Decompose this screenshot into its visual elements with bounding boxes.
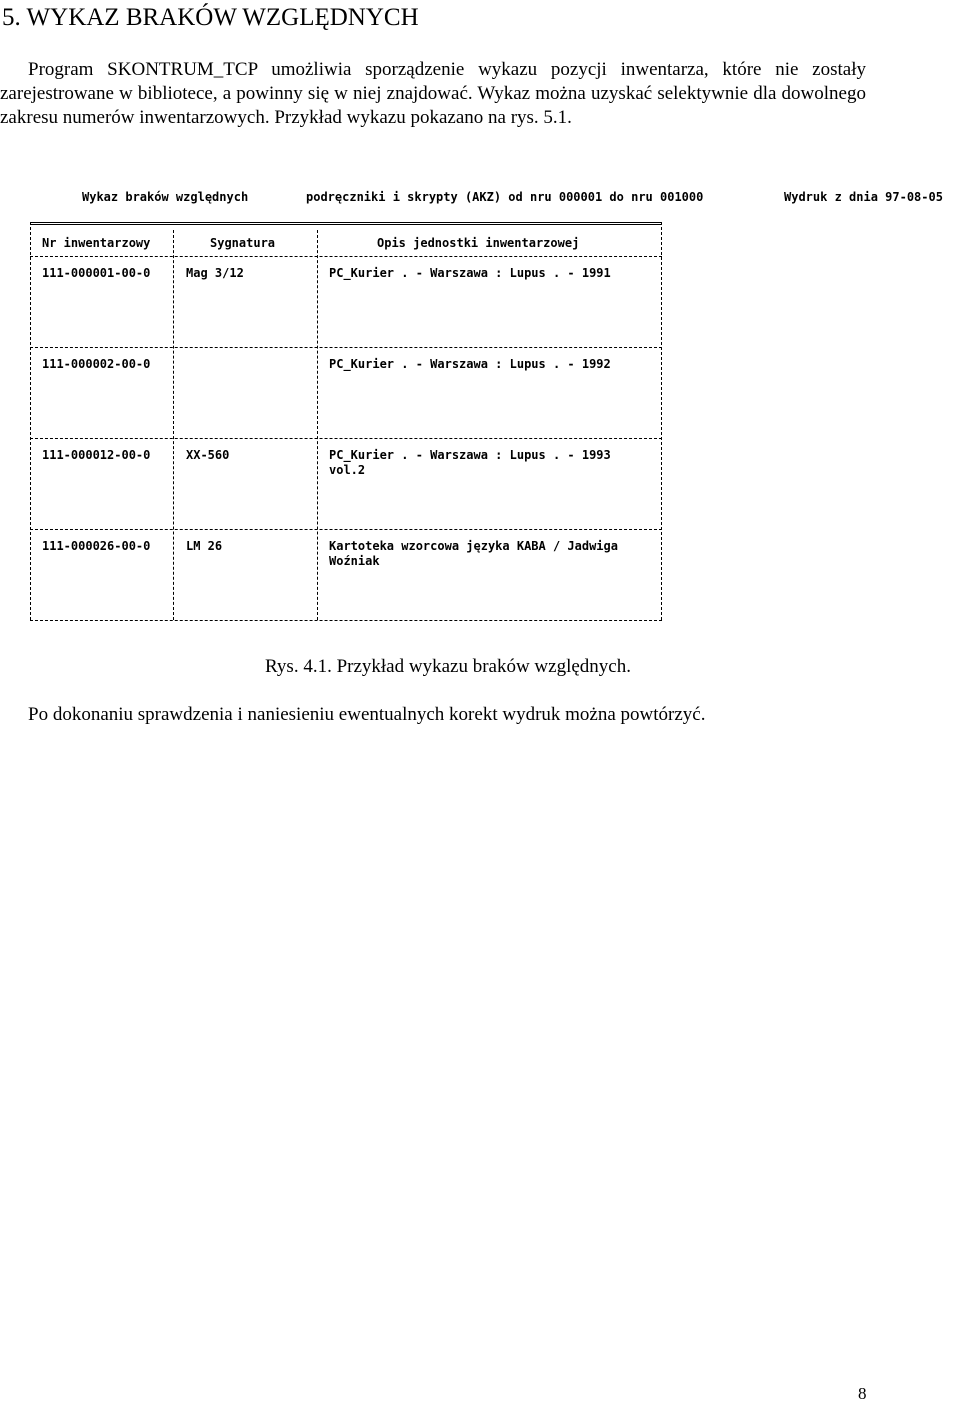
- column-border: [30, 222, 31, 620]
- row-signature: LM 26: [186, 539, 223, 553]
- column-border: [317, 230, 318, 620]
- row-signature: Mag 3/12: [186, 266, 244, 280]
- row-number: 111-000026-00-0: [42, 539, 151, 553]
- row-divider: [30, 529, 662, 530]
- row-number: 111-000001-00-0: [42, 266, 151, 280]
- row-description: PC_Kurier . - Warszawa : Lupus . - 1993: [329, 448, 611, 462]
- row-description: PC_Kurier . - Warszawa : Lupus . - 1991: [329, 266, 611, 280]
- column-border: [661, 222, 662, 620]
- table-bottom-border: [30, 620, 662, 621]
- row-number: 111-000012-00-0: [42, 448, 151, 462]
- report-print-date: Wydruk z dnia 97-08-05: [784, 190, 943, 204]
- column-header-description: Opis jednostki inwentarzowej: [377, 236, 580, 250]
- row-divider: [30, 347, 662, 348]
- page-number: 8: [858, 1384, 867, 1403]
- section-heading: 5. WYKAZ BRAKÓW WZGLĘDNYCH: [2, 4, 419, 31]
- column-header-signature: Sygnatura: [210, 236, 276, 250]
- row-divider: [30, 438, 662, 439]
- row-signature: XX-560: [186, 448, 230, 462]
- column-border: [173, 230, 174, 620]
- report-title: Wykaz braków względnych: [82, 190, 249, 204]
- row-number: 111-000002-00-0: [42, 357, 151, 371]
- row-description: Kartoteka wzorcowa języka KABA / Jadwiga: [329, 539, 618, 553]
- row-description-continued: vol.2: [329, 463, 366, 477]
- header-divider: [30, 256, 662, 257]
- row-description: PC_Kurier . - Warszawa : Lupus . - 1992: [329, 357, 611, 371]
- report-range: podręczniki i skrypty (AKZ) od nru 000001 do nru 001000: [306, 190, 704, 204]
- figure-caption: Rys. 4.1. Przykład wykazu braków względnych.: [265, 656, 631, 677]
- row-description-continued: Woźniak: [329, 554, 380, 568]
- intro-paragraph: Program SKONTRUM_TCP umożliwia sporządzenie wykazu pozycji inwentarza, które nie zostały zarejestrowane w bibliotece, a powinny się w niej znajdować. Wykaz można uzyskać selektywnie dla dowolnego zakresu numerów inwentarzowych. Przykład wykazu pokazano na rys. 5.1.: [0, 59, 866, 128]
- column-header-number: Nr inwentarzowy: [42, 236, 151, 250]
- table-top-border: [30, 222, 662, 225]
- closing-paragraph: Po dokonaniu sprawdzenia i naniesieniu ewentualnych korekt wydruk można powtórzyć.: [28, 704, 706, 725]
